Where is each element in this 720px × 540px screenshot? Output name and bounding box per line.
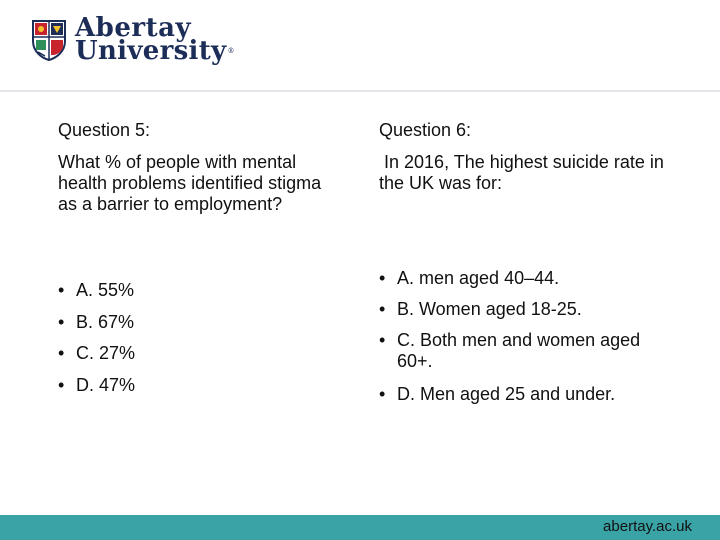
- option-text: A. 55%: [76, 280, 135, 300]
- logo-wordmark: [75, 13, 235, 66]
- bullet: •: [379, 384, 386, 404]
- footer-bar: [0, 515, 720, 540]
- option-item: [379, 268, 669, 289]
- option-item: [58, 375, 318, 407]
- option-text: D. Men aged 25 and under.: [397, 384, 616, 404]
- option-text: A. men aged 40–44.: [397, 268, 560, 288]
- option-item: [379, 384, 669, 405]
- question-6-text: In 2016, The highest suicide rate in the UK was for:: [379, 152, 669, 193]
- question-6-options: [379, 268, 669, 415]
- bullet: •: [379, 330, 386, 350]
- option-item: [379, 330, 647, 372]
- option-text: B. 67%: [76, 311, 135, 332]
- question-5-options: [58, 280, 318, 406]
- option-text: B. Women aged 18-25.: [397, 299, 582, 319]
- bullet: •: [58, 280, 65, 300]
- option-item: [58, 280, 318, 312]
- option-item: [379, 299, 669, 320]
- logo-line2-text: University: [75, 36, 227, 66]
- logo-line1: Abertay: [75, 13, 192, 43]
- option-item: [58, 343, 318, 375]
- bullet: •: [58, 343, 65, 363]
- university-logo[interactable]: [31, 13, 235, 66]
- bullet: •: [379, 299, 386, 319]
- option-text: C. 27%: [76, 343, 136, 363]
- header-divider: [0, 90, 720, 92]
- question-5-block: [58, 120, 333, 215]
- bullet: •: [379, 268, 386, 288]
- bullet: •: [58, 311, 65, 332]
- footer-website-link[interactable]: abertay.ac.uk: [603, 518, 692, 535]
- university-crest-icon: [31, 19, 67, 61]
- question-6-block: [379, 120, 669, 194]
- question-5-label: Question 5:: [58, 120, 151, 140]
- registered-mark: ®: [227, 47, 235, 55]
- question-5-text: What % of people with mental health problems identified stigma as a barrier to employment?: [58, 152, 322, 214]
- header: [0, 0, 720, 90]
- bullet: •: [58, 374, 65, 395]
- option-item: [58, 312, 318, 344]
- question-6-label: Question 6:: [379, 120, 472, 140]
- logo-line2: [75, 36, 235, 66]
- option-text: C. Both men and women aged 60+.: [397, 330, 641, 371]
- option-text: D. 47%: [76, 374, 136, 395]
